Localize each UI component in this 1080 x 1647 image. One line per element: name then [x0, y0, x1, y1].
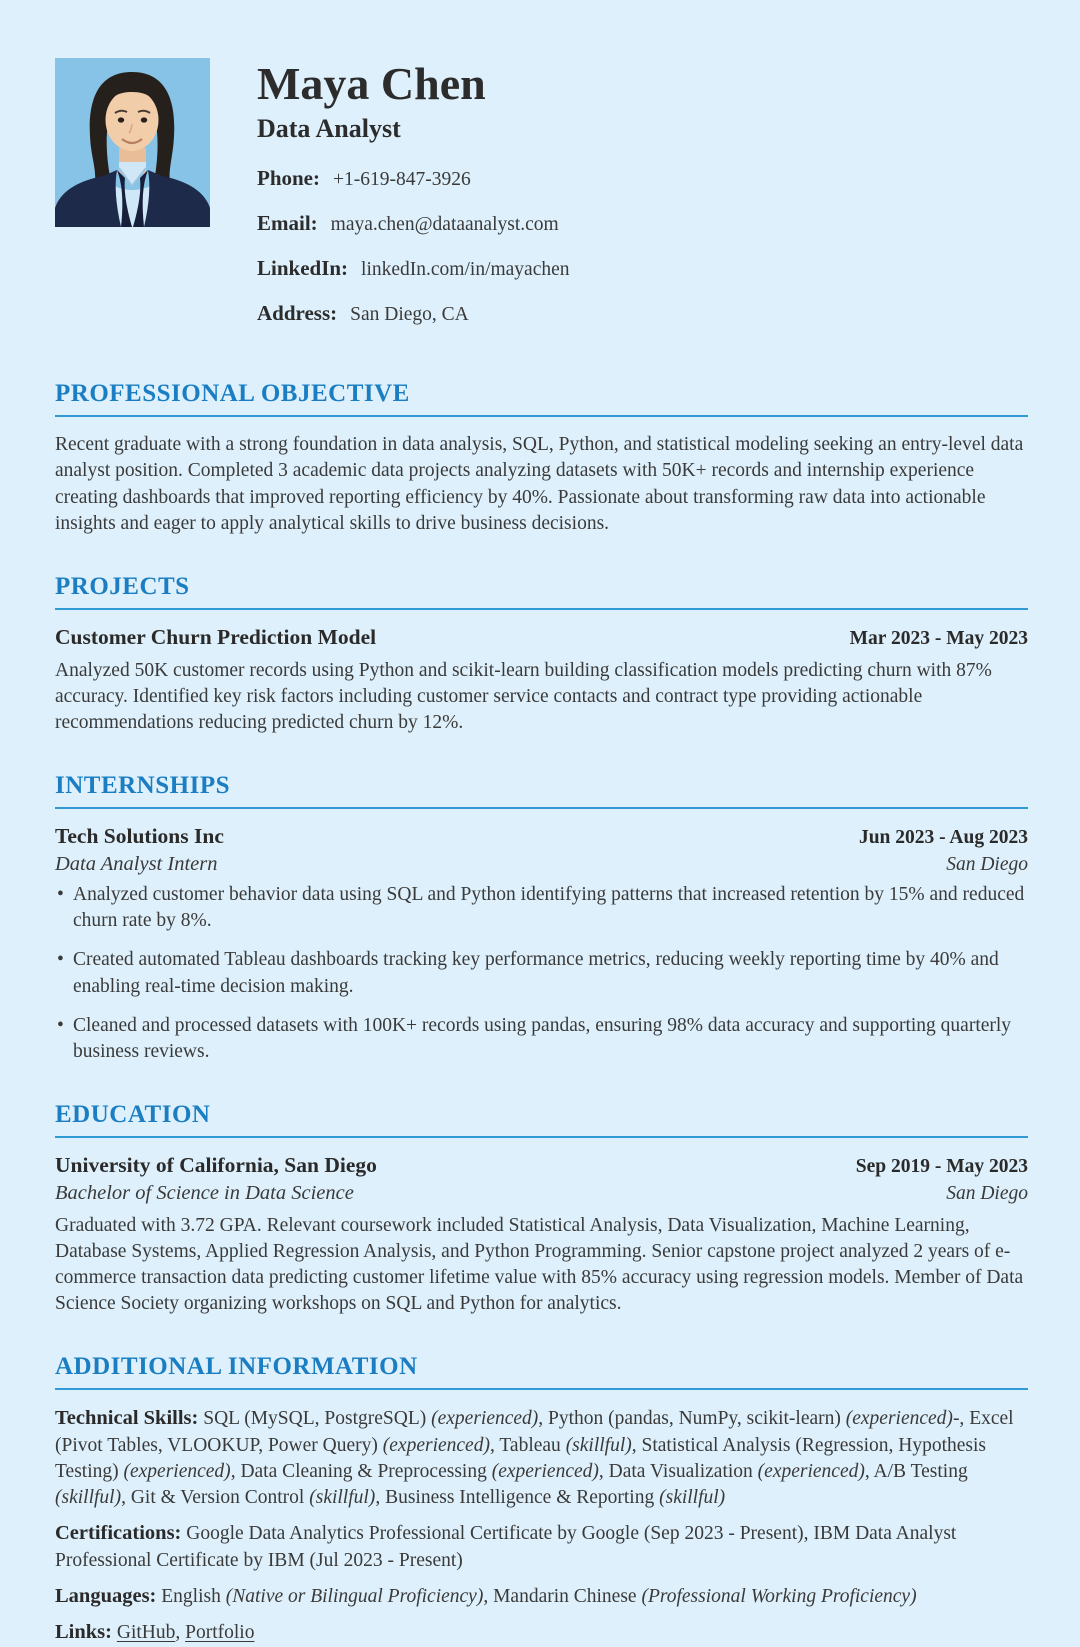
internships-heading: INTERNSHIPS: [55, 772, 230, 800]
objective-text: Recent graduate with a strong foundation in data analysis, SQL, Python, and statistical modeling seeking an entry-level data analyst position. Completed 3 academic data projects analyzing datasets with 50K+ records and internship experience creating dashboards that improved reporting efficiency by 40%. Passionate about transforming raw data into actionable insights and eager to apply analytical skills to drive business decisions.: [55, 434, 1024, 534]
education-school: University of California, San Diego: [55, 1152, 377, 1177]
internship-bullet: • Analyzed customer behavior data using SQL and Python identifying patterns that increased retention by 15% and reduced churn rate by 8%.: [55, 882, 1028, 934]
profile-photo: [55, 58, 210, 227]
internship-item: [55, 824, 1028, 1065]
certifications-line: [55, 1520, 1028, 1574]
links-values: GitHub, Portfolio: [116, 1622, 255, 1644]
education-heading: EDUCATION: [55, 1100, 211, 1128]
education-item: [55, 1153, 1028, 1318]
project-description: Analyzed 50K customer records using Python and scikit-learn building classification models predicting churn with 87% accuracy. Identified key risk factors including customer service contacts and contract type providing actionable recommendations reducing predicted churn by 12%.: [55, 659, 992, 734]
internship-company: Tech Solutions Inc: [55, 824, 224, 849]
internship-dates: Jun 2023 - Aug 2023: [858, 827, 1028, 849]
internship-bullet-list: [55, 882, 1028, 1065]
internship-role: Data Analyst Intern: [55, 853, 218, 876]
resume-header: [55, 58, 1028, 326]
contact-phone: [257, 166, 1028, 191]
section-internships: [55, 772, 1028, 1065]
education-location: San Diego: [946, 1182, 1028, 1204]
contact-address: [257, 301, 1028, 326]
address-value: San Diego, CA: [350, 304, 469, 326]
contact-list: [257, 166, 1028, 326]
email-value: maya.chen@dataanalyst.com: [330, 214, 559, 236]
section-divider: [55, 1388, 1028, 1390]
section-divider: [55, 807, 1028, 809]
internship-location: San Diego: [946, 854, 1028, 876]
candidate-title: Data Analyst: [257, 114, 401, 144]
education-degree: Bachelor of Science in Data Science: [55, 1181, 354, 1204]
section-divider: [55, 415, 1028, 417]
project-item: [55, 625, 1028, 736]
certifications-values: Google Data Analytics Professional Certificate by Google (Sep 2023 - Present), IBM Data Analyst Professional Certificate by IBM (Jul 2023 - Present): [55, 1523, 957, 1571]
links-line: [55, 1619, 1028, 1646]
projects-heading: PROJECTS: [55, 572, 190, 600]
section-projects: [55, 573, 1028, 736]
section-objective: [55, 380, 1028, 537]
project-title: Customer Churn Prediction Model: [55, 624, 377, 649]
link-portfolio[interactable]: Portfolio: [185, 1622, 255, 1644]
header-info: [257, 58, 1028, 326]
section-divider: [55, 1136, 1028, 1138]
technical-skills-values: SQL (MySQL, PostgreSQL) (experienced), Python (pandas, NumPy, scikit-learn) (experienced)-, Excel (Pivot Tables, VLOOKUP, Power Query) (experienced), Tableau (skillful), Statistical Analysis (Regression, Hypothesis Testing) (experienced), Data Cleaning & Preprocessing (experienced), Data Visualization (experienced), A/B Testing (skillful), Git & Version Control (skillful), Business Intelligence & Reporting (skillful): [55, 1408, 1014, 1509]
section-education: [55, 1101, 1028, 1318]
technical-skills-line: [55, 1405, 1028, 1511]
profile-photo-illustration: [55, 58, 210, 227]
objective-heading: PROFESSIONAL OBJECTIVE: [55, 380, 410, 408]
project-dates: Mar 2023 - May 2023: [849, 627, 1028, 649]
education-description: Graduated with 3.72 GPA. Relevant coursework included Statistical Analysis, Data Visualization, Machine Learning, Database Systems, Applied Regression Analysis, and Python Programming. Senior capstone project analyzed 2 years of e-commerce transaction data predicting customer lifetime value with 85% accuracy using regression models. Member of Data Science Society organizing workshops on SQL and Python for analytics.: [55, 1214, 1024, 1315]
certifications-label: Certifications:: [55, 1522, 182, 1545]
links-label: Links:: [55, 1621, 112, 1644]
languages-values: English (Native or Bilingual Proficiency), Mandarin Chinese (Professional Working Proficiency): [161, 1585, 917, 1607]
linkedin-value: linkedIn.com/in/mayachen: [361, 259, 570, 281]
languages-label: Languages:: [55, 1584, 157, 1607]
section-divider: [55, 608, 1028, 610]
phone-value: +1-619-847-3926: [333, 169, 471, 191]
email-label: Email:: [257, 211, 318, 236]
address-label: Address:: [257, 301, 338, 326]
candidate-name: Maya Chen: [257, 58, 486, 109]
education-dates: Sep 2019 - May 2023: [855, 1155, 1028, 1177]
technical-skills-label: Technical Skills:: [55, 1407, 199, 1430]
section-additional: [55, 1353, 1028, 1646]
contact-email: [257, 211, 1028, 236]
additional-heading: ADDITIONAL INFORMATION: [55, 1353, 418, 1381]
contact-linkedin: [257, 256, 1028, 281]
internship-bullet: • Cleaned and processed datasets with 100K+ records using pandas, ensuring 98% data accuracy and supporting quarterly business reviews.: [55, 1013, 1028, 1065]
linkedin-label: LinkedIn:: [257, 256, 349, 281]
link-github[interactable]: GitHub: [116, 1622, 176, 1644]
internship-bullet: • Created automated Tableau dashboards tracking key performance metrics, reducing weekly reporting time by 40% and enabling real-time decision making.: [55, 947, 1028, 999]
languages-line: [55, 1583, 1028, 1610]
phone-label: Phone:: [257, 166, 320, 191]
